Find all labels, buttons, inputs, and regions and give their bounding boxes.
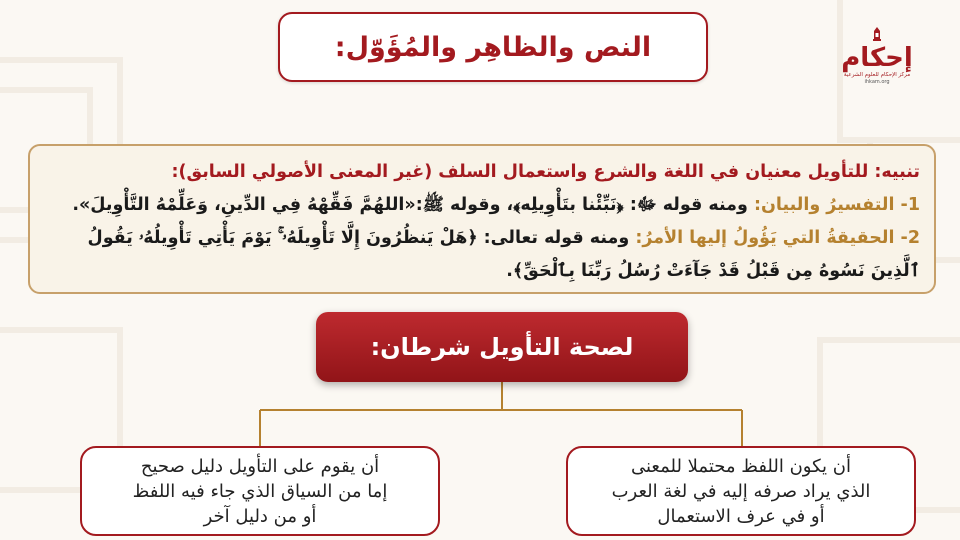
- condition-box-right: [566, 446, 916, 536]
- notice-item-1-text: ومنه قوله ﷻ: ﴿نَبِّئْنا بتَأْوِيلِه﴾، وقوله ﷺ:«اللهُمَّ فَقِّهْهُ فِي الدِّينِ، وَعَلِّمْهُ التَّأْوِيلَ».: [72, 195, 754, 215]
- logo-subtitle-latin: ihkam.org: [864, 79, 890, 85]
- notice-heading: تنبيه: للتأويل معنيان في اللغة والشرع واستعمال السلف (غير المعنى الأصولي السابق):: [171, 162, 920, 182]
- notice-item-1-label: 1- التفسيرُ والبيان:: [753, 195, 920, 215]
- condition-left-line-2: إما من السياق الذي جاء فيه اللفظ: [132, 480, 388, 502]
- condition-right-line-1: أن يكون اللفظ محتملا للمعنى: [630, 455, 852, 477]
- condition-box-left: [80, 446, 440, 536]
- notice-item-2-label: 2- الحقيقةُ التي يَؤُولُ إليها الأمرُ:: [635, 228, 920, 248]
- conditions-heading-text: لصحة التأويل شرطان:: [370, 333, 634, 361]
- logo-name: إحكام: [841, 43, 913, 73]
- page-title-text: النص والظاهِر والمُؤَوّل:: [334, 31, 652, 63]
- condition-left-line-3: أو من دليل آخر: [203, 505, 317, 527]
- conditions-heading: [316, 312, 688, 382]
- condition-right-line-3: أو في عرف الاستعمال: [657, 505, 825, 527]
- logo-subtitle: مركز الإحكام للعلوم الشرعية: [843, 72, 911, 78]
- notice-item-2-text: ومنه قوله تعالى: ﴿هَلْ يَنظُرُونَ إِلَّا تَأْوِيلَهُۥ ۚ يَوْمَ يَأْتِي تَأْوِيلُهُۥ يَقُولُ ٱلَّذِينَ نَسُوهُ مِن قَبْلُ قَدْ جَآءَتْ رُسُلُ رَبِّنَا بِٱلْحَقِّ﴾.: [87, 228, 920, 281]
- condition-left-line-1: أن يقوم على التأويل دليل صحيح: [140, 455, 380, 477]
- condition-right-line-2: الذي يراد صرفه إليه في لغة العرب: [611, 480, 871, 502]
